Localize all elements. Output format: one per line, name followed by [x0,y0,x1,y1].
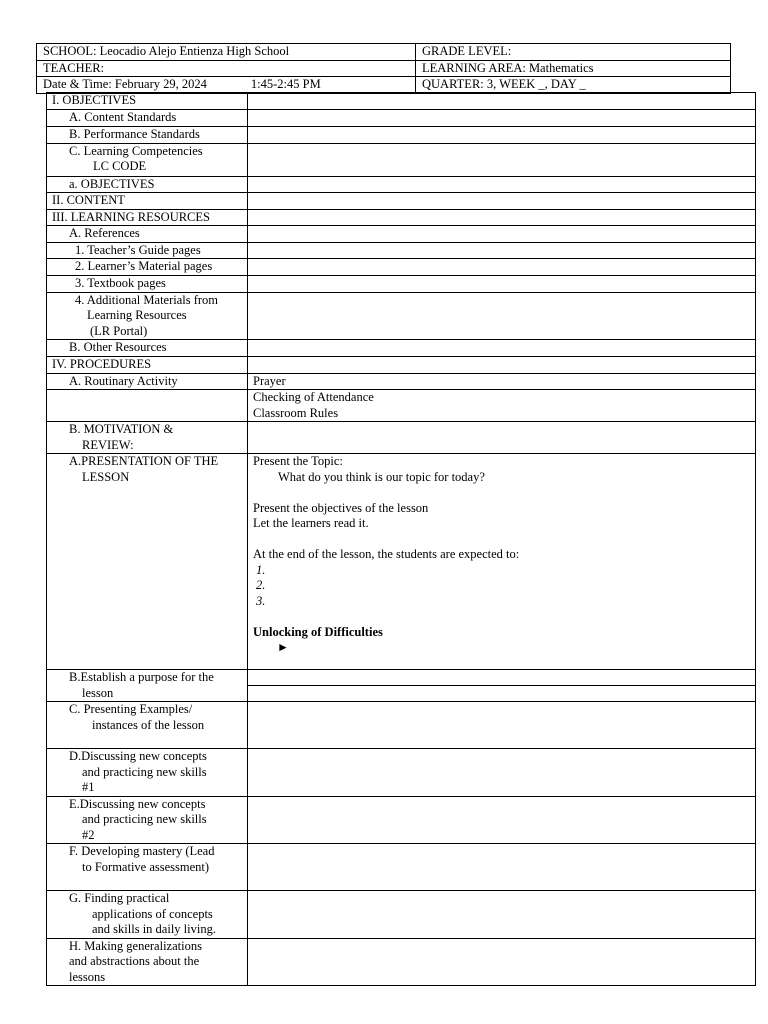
learning-area-cell: LEARNING AREA: Mathematics [416,60,731,77]
purpose-value-1 [248,670,756,686]
presentation-line-2: LESSON [82,469,130,484]
table-row [47,126,756,143]
generalizations-line-2: and abstractions about the [69,954,200,968]
table-row [47,373,756,390]
objectives-a-value [248,176,756,193]
discussing-1-label [47,749,248,797]
additional-line-1: 4. Additional Materials from [75,292,219,307]
table-row [47,891,756,939]
discussing-1-line-2: and practicing new skills [82,764,207,779]
table-row [47,276,756,293]
mastery-line-1: F. Developing mastery (Lead [69,844,215,858]
table-row [47,259,756,276]
header-row [37,77,731,94]
table-row [47,670,756,686]
textbook-label: 3. Textbook pages [47,276,248,293]
content-value [248,193,756,210]
header-row [37,60,731,77]
objective-item-3: 3. [256,593,266,608]
discussing-1-value [248,749,756,797]
practical-label [47,891,248,939]
rules-text: Classroom Rules [253,405,339,420]
motivation-line-1: B. MOTIVATION & [69,422,174,436]
motivation-value [248,422,756,454]
generalizations-line-3: lessons [69,969,106,984]
present-objectives-text: Present the objectives of the lesson [253,500,429,515]
learning-resources-label: III. LEARNING RESOURCES [47,209,248,226]
learning-resources-value [248,209,756,226]
lc-code-text: LC CODE [93,159,147,173]
table-row [47,749,756,797]
purpose-line-2: lesson [82,685,114,700]
practical-value [248,891,756,939]
table-row [47,209,756,226]
table-row [47,93,756,110]
mastery-value [248,844,756,891]
performance-standards-value [248,126,756,143]
routinary-details-cell [248,390,756,422]
discussing-2-value [248,796,756,844]
practical-line-2: applications of concepts [92,906,213,921]
textbook-value [248,276,756,293]
learning-competencies-value [248,143,756,176]
content-label: II. CONTENT [47,193,248,210]
objectives-value [248,93,756,110]
table-row [47,109,756,126]
arrow-bullet-icon: ► [277,640,289,654]
discussing-2-line-3: #2 [82,827,95,842]
performance-standards-label: B. Performance Standards [47,126,248,143]
table-row [47,702,756,749]
header-row [37,44,731,61]
end-of-lesson-text: At the end of the lesson, the students are expected to: [253,547,520,561]
presentation-line-1: A.PRESENTATION OF THE [69,454,219,468]
date-time-cell [37,77,416,94]
purpose-value-2 [248,686,756,702]
practical-line-3: and skills in daily living. [92,922,216,936]
date-text: Date & Time: February 29, 2024 [43,77,207,91]
content-standards-value [248,109,756,126]
additional-line-3: (LR Portal) [90,323,148,338]
routinary-label: A. Routinary Activity [47,373,248,390]
procedures-value [248,356,756,373]
prayer-cell: Prayer [248,373,756,390]
examples-value [248,702,756,749]
motivation-label [47,422,248,454]
generalizations-line-1: H. Making generalizations [69,938,202,953]
discussing-1-line-1: D.Discussing new concepts [69,749,207,763]
examples-line-1: C. Presenting Examples/ [69,702,193,716]
table-row [47,422,756,454]
teachers-guide-value [248,242,756,259]
unlocking-difficulties-text: Unlocking of Difficulties [253,624,383,639]
examples-line-2: instances of the lesson [92,717,205,732]
practical-line-1: G. Finding practical [69,891,170,905]
motivation-line-2: REVIEW: [82,437,134,452]
quarter-cell: QUARTER: 3, WEEK _, DAY _ [416,77,731,94]
school-cell: SCHOOL: Leocadio Alejo Entienza High School [37,44,416,61]
discussing-2-line-2: and practicing new skills [82,812,207,826]
references-value [248,226,756,243]
mastery-label [47,844,248,891]
learners-material-value [248,259,756,276]
present-topic-text: Present the Topic: [253,454,343,468]
routinary-empty-label [47,390,248,422]
objective-item-1: 1. [256,562,266,577]
table-row [47,390,756,422]
lesson-plan-table [46,92,756,986]
mastery-line-2: to Formative assessment) [82,859,210,874]
additional-materials-value [248,292,756,340]
additional-line-2: Learning Resources [87,308,187,322]
references-label: A. References [47,226,248,243]
objective-item-2: 2. [256,578,266,592]
learners-material-label: 2. Learner’s Material pages [47,259,248,276]
header-table [36,43,731,94]
table-row [47,796,756,844]
table-row [47,938,756,986]
table-row [47,143,756,176]
table-row [47,356,756,373]
examples-label [47,702,248,749]
other-resources-label: B. Other Resources [47,340,248,357]
table-row [47,242,756,259]
grade-level-cell: GRADE LEVEL: [416,44,731,61]
teacher-cell: TEACHER: [37,60,416,77]
discussing-1-line-3: #1 [82,780,95,794]
generalizations-label [47,938,248,986]
purpose-label [47,670,248,702]
attendance-text: Checking of Attendance [253,390,374,404]
procedures-label: IV. PROCEDURES [47,356,248,373]
table-row [47,340,756,357]
learning-competencies-text: C. Learning Competencies [69,143,203,158]
table-row [47,292,756,340]
presentation-label [47,454,248,670]
table-row [47,454,756,670]
objectives-a-label: a. OBJECTIVES [47,176,248,193]
discussing-2-label [47,796,248,844]
learning-competencies-label [47,143,248,176]
discussing-2-line-1: E.Discussing new concepts [69,796,206,811]
table-row [47,844,756,891]
table-row [47,193,756,210]
objectives-label: I. OBJECTIVES [47,93,248,110]
additional-materials-label [47,292,248,340]
content-standards-label: A. Content Standards [47,109,248,126]
table-row [47,226,756,243]
table-row [47,176,756,193]
learners-read-text: Let the learners read it. [253,516,369,530]
teachers-guide-label: 1. Teacher’s Guide pages [47,242,248,259]
topic-question-text: What do you think is our topic for today? [278,469,485,484]
time-text: 1:45-2:45 PM [250,77,321,91]
generalizations-value [248,938,756,986]
purpose-line-1: B.Establish a purpose for the [69,670,214,684]
presentation-content-cell [248,454,756,670]
other-resources-value [248,340,756,357]
